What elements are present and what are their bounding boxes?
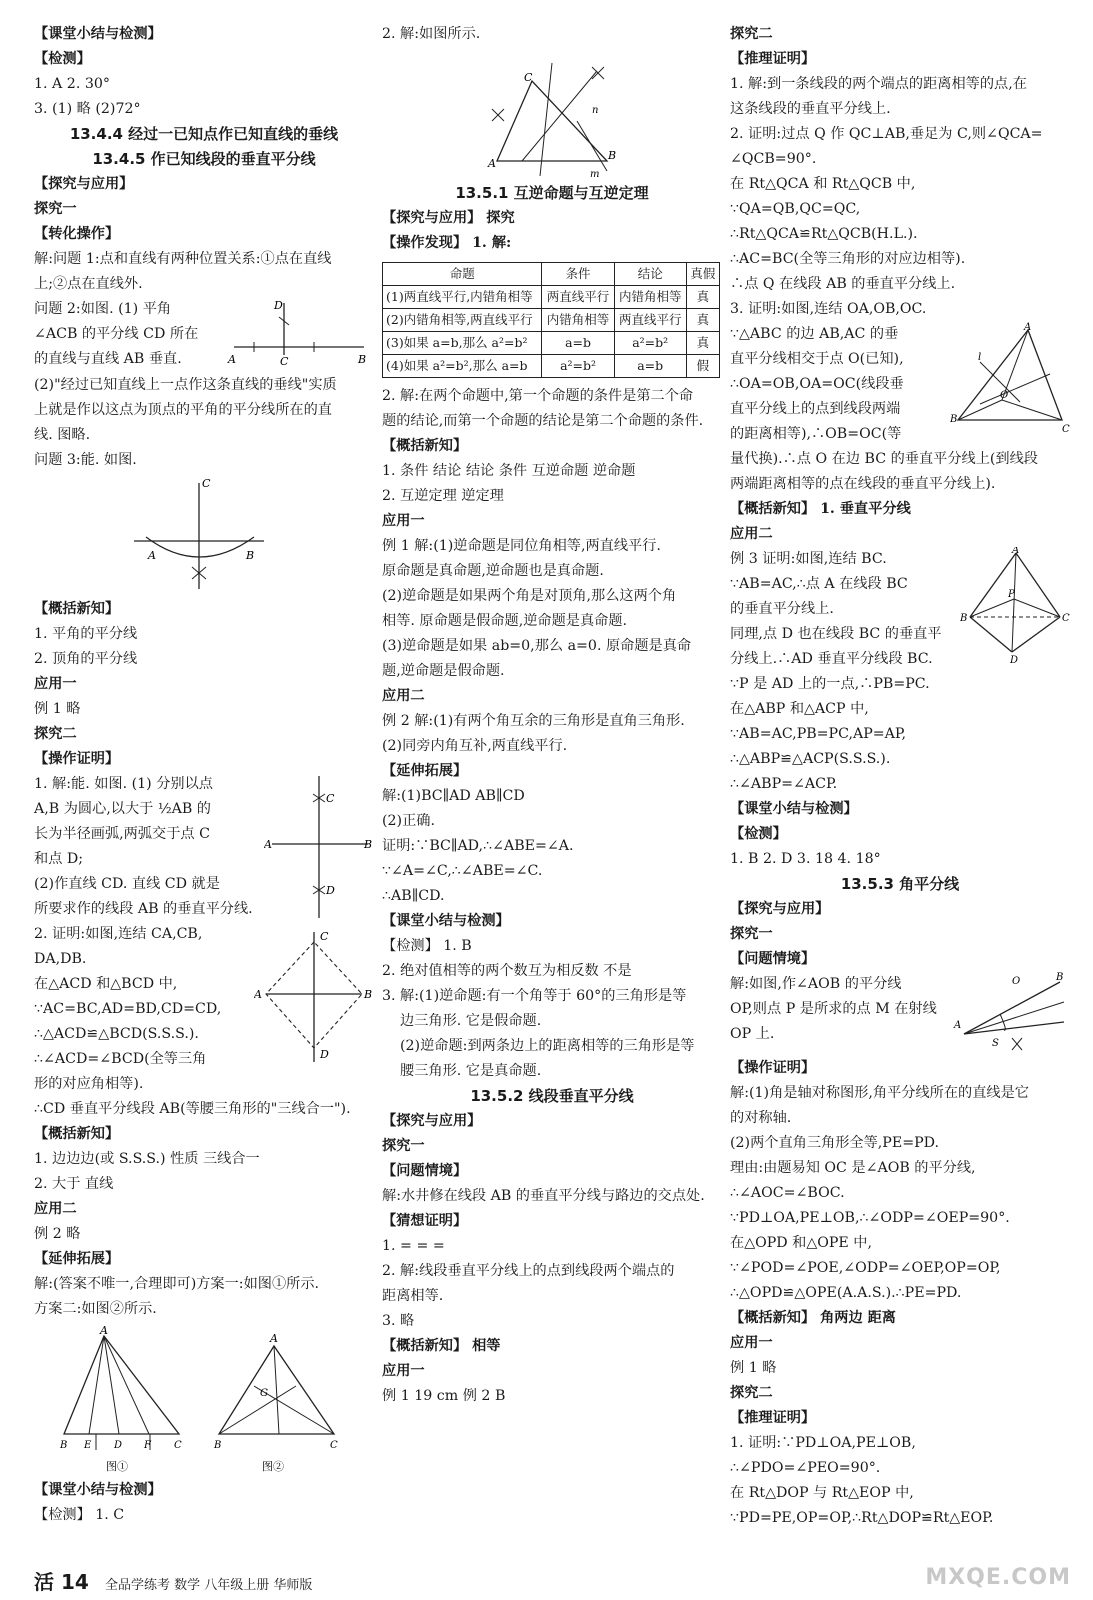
text-line: A,B 为圆心,以大于 ½AB 的: [34, 801, 211, 817]
heading: 【概括新知】 角两边 距离: [730, 1310, 896, 1326]
column-header: 命题: [383, 263, 542, 286]
label-l: l: [978, 352, 982, 363]
text-line: ∵QA=QB,QC=QC,: [730, 201, 861, 217]
text-line: 形的对应角相等).: [34, 1076, 144, 1092]
text-line: 两端距离相等的点在线段的垂直平分线上).: [730, 476, 996, 492]
text-line: 这条线段的垂直平分线上.: [730, 101, 891, 117]
heading: 应用一: [730, 1335, 773, 1351]
text-line: (2)逆命题是如果两个角是对顶角,那么这两个角: [382, 588, 677, 604]
page-footer: [34, 1566, 312, 1595]
text-line: 题,逆命题是假命题.: [382, 663, 505, 679]
text-line: ∴△OPD≌△OPE(A.A.S.).∴PE=PD.: [730, 1285, 962, 1301]
heading: 【概括新知】 1. 垂直平分线: [730, 501, 911, 517]
text-line: 距离相等.: [382, 1288, 444, 1304]
table-cell: 真: [686, 332, 719, 355]
angle-bisector-figure: [952, 972, 1070, 1056]
section-title: 13.5.1 互逆命题与互逆定理: [455, 184, 649, 202]
label-a: A: [1024, 322, 1032, 333]
heading: 【课堂小结与检测】: [382, 913, 510, 929]
table-cell: 两直线平行: [614, 309, 686, 332]
table-cell: a=b: [542, 332, 614, 355]
text-line: 【检测】 1. B: [382, 938, 472, 954]
label-b: B: [950, 414, 958, 425]
section-title: 13.4.5 作已知线段的垂直平分线: [92, 150, 316, 168]
circumcenter-figure: [950, 322, 1070, 434]
text-line: 3. 略: [382, 1313, 415, 1329]
label-d: D: [320, 1048, 329, 1061]
text-line: 1. B 2. D 3. 18 4. 18°: [730, 851, 881, 867]
rhombus-proof-figure: [254, 922, 374, 1072]
text-line: 解:(1)BC∥AD AB∥CD: [382, 788, 525, 804]
text-line: 腰三角形. 它是真命题.: [400, 1063, 542, 1079]
table-cell: a=b: [614, 355, 686, 378]
kite-figure: [960, 547, 1070, 665]
column-header: 条件: [542, 263, 614, 286]
text-line: ∴CD 垂直平分线段 AB(等腰三角形的"三线合一").: [34, 1101, 351, 1117]
heading: 【问题情境】: [730, 951, 816, 967]
text-line: 2. 证明:如图,连结 CA,CB,: [34, 926, 203, 942]
text-line: 线. 图略.: [34, 427, 91, 443]
text-line: ∵AC=BC,AD=BD,CD=CD,: [34, 1001, 222, 1017]
text-line: 方案二:如图②所示.: [34, 1301, 157, 1317]
construction-figure: [382, 51, 712, 179]
section-title: 13.5.2 线段垂直平分线: [470, 1087, 634, 1105]
column-header: 结论: [614, 263, 686, 286]
section-top: [34, 22, 374, 122]
label-e: E: [84, 1440, 92, 1451]
label-d: D: [274, 299, 283, 312]
table-header-row: [383, 263, 720, 286]
heading: 【操作证明】: [34, 751, 120, 767]
heading: 【延伸拓展】: [34, 1251, 120, 1267]
text-line: 的直线与直线 AB 垂直.: [34, 351, 182, 367]
text-line: 1. 平角的平分线: [34, 626, 138, 642]
table-cell: (1)两直线平行,内错角相等: [383, 286, 542, 309]
text-line: 在△ACD 和△BCD 中,: [34, 976, 178, 992]
text-line: (2)正确.: [382, 813, 435, 829]
label-b: B: [214, 1440, 222, 1451]
column-header: 真假: [686, 263, 719, 286]
text-line: 2. 证明:过点 Q 作 QC⊥AB,垂足为 C,则∠QCA=: [730, 126, 1043, 142]
label-b: B: [364, 988, 373, 1001]
heading: 【探究与应用】: [730, 901, 830, 917]
text-line: 分线上.∴AD 垂直平分线段 BC.: [730, 651, 933, 667]
table-cell: a²=b²: [614, 332, 686, 355]
heading: 探究一: [34, 201, 77, 217]
label-a: A: [254, 988, 262, 1001]
text-line: 1. 证明:∵PD⊥OA,PE⊥OB,: [730, 1435, 916, 1451]
text-line: (2)逆命题:到两条边上的距离相等的三角形是等: [400, 1038, 695, 1054]
text-line: 例 1 解:(1)逆命题是同位角相等,两直线平行.: [382, 538, 661, 554]
text-line: ∴OA=OB,OA=OC(线段垂: [730, 376, 904, 392]
heading: 【课堂小结与检测】: [34, 26, 162, 42]
text-line: ∴∠PDO=∠PEO=90°.: [730, 1460, 881, 1476]
text-line: 所要求作的线段 AB 的垂直平分线.: [34, 901, 253, 917]
text-line: ∵∠POD=∠POE,∠ODP=∠OEP,OP=OP,: [730, 1260, 1001, 1276]
text-line: (2)作直线 CD. 直线 CD 就是: [34, 876, 220, 892]
table-cell: (2)内错角相等,两直线平行: [383, 309, 542, 332]
label-a: A: [264, 838, 272, 851]
text-line: (2)两个直角三角形全等,PE=PD.: [730, 1135, 940, 1151]
text-line: 3. 证明:如图,连结 OA,OB,OC.: [730, 301, 927, 317]
label-b: B: [608, 149, 617, 162]
section-title: 13.4.4 经过一已知点作已知直线的垂线: [69, 125, 339, 143]
text-line: 2. 大于 直线: [34, 1176, 114, 1192]
text-line: ∴△ABP≌△ACP(S.S.S.).: [730, 751, 891, 767]
label-a: A: [148, 549, 156, 562]
label-c: C: [524, 71, 533, 84]
text-line: ∴∠ACD=∠BCD(全等三角: [34, 1051, 207, 1067]
table-cell: 两直线平行: [542, 286, 614, 309]
text-line: ∵AB=AC,PB=PC,AP=AP,: [730, 726, 907, 742]
text-line: 2. 顶角的平分线: [34, 651, 138, 667]
text-line: 【检测】 1. C: [34, 1507, 125, 1523]
text-line: 例 1 略: [730, 1360, 777, 1376]
text-line: 2. 互逆定理 逆定理: [382, 488, 504, 504]
text-line: (2)"经过已知直线上一点作这条直线的垂线"实质: [34, 377, 337, 393]
heading: 【课堂小结与检测】: [34, 1482, 162, 1498]
text-line: 1. 解:到一条线段的两个端点的距离相等的点,在: [730, 76, 1027, 92]
heading: 探究一: [730, 926, 773, 942]
text-line: 例 1 19 cm 例 2 B: [382, 1388, 506, 1404]
label-c: C: [1062, 424, 1070, 434]
text-line: 解:(答案不唯一,合理即可)方案一:如图①所示.: [34, 1276, 320, 1292]
perpendicular-figure: [224, 297, 374, 373]
text-line: 量代换).∴点 O 在边 BC 的垂直平分线上(到线段: [730, 451, 1038, 467]
text-line: DA,DB.: [34, 951, 87, 967]
text-line: (3)逆命题是如果 ab=0,那么 a=0. 原命题是真命: [382, 638, 692, 654]
label-b: B: [60, 1440, 68, 1451]
text-line: 1. 条件 结论 结论 条件 互逆命题 逆命题: [382, 463, 636, 479]
heading: 探究一: [382, 1138, 425, 1154]
text-line: 在 Rt△DOP 与 Rt△EOP 中,: [730, 1485, 914, 1501]
table-cell: (4)如果 a²=b²,那么 a=b: [383, 355, 542, 378]
label-b: B: [364, 838, 373, 851]
label-b: B: [960, 613, 968, 624]
label-a: A: [228, 353, 236, 366]
table-cell: 真: [686, 309, 719, 332]
heading: 【探究与应用】: [34, 176, 134, 192]
label-c: C: [174, 1440, 182, 1451]
heading: 【推理证明】: [730, 51, 816, 67]
table-cell: 内错角相等: [542, 309, 614, 332]
label-c: C: [280, 355, 289, 368]
label-a: A: [488, 157, 496, 170]
text-line: 解:水井修在线段 AB 的垂直平分线与路边的交点处.: [382, 1188, 705, 1204]
text-line: ∴Rt△QCA≌Rt△QCB(H.L.).: [730, 226, 918, 242]
label-m: m: [590, 169, 600, 179]
column-middle: [382, 22, 722, 1409]
label-c: C: [1062, 613, 1070, 624]
text-line: ∵PD⊥OA,PE⊥OB,∴∠ODP=∠OEP=90°.: [730, 1210, 1010, 1226]
column-right: [730, 22, 1070, 1531]
table-row: [383, 309, 720, 332]
heading: 探究二: [730, 26, 773, 42]
heading: 【探究与应用】: [382, 1113, 482, 1129]
heading: 【推理证明】: [730, 1410, 816, 1426]
label-s: S: [992, 1038, 999, 1049]
proposition-table: [382, 262, 720, 378]
heading: 【概括新知】: [382, 438, 468, 454]
text-line: 1. = = =: [382, 1238, 445, 1254]
label-d: D: [326, 884, 335, 897]
text-line: 问题 2:如图. (1) 平角: [34, 301, 172, 317]
text-line: 证明:∵BC∥AD,∴∠ABE=∠A.: [382, 838, 574, 854]
text-line: ∴∠AOC=∠BOC.: [730, 1185, 845, 1201]
label-a: A: [954, 1020, 962, 1031]
text-line: ∴AB∥CD.: [382, 888, 445, 904]
text-line: 在△OPD 和△OPE 中,: [730, 1235, 872, 1251]
text-line: 例 3 证明:如图,连结 BC.: [730, 551, 887, 567]
label-a: A: [1012, 547, 1020, 556]
page-number: 活 14: [34, 1570, 89, 1594]
heading: 【课堂小结与检测】: [730, 801, 858, 817]
text-line: 解:问题 1:点和直线有两种位置关系:①点在直线: [34, 251, 332, 267]
text-line: ∵PD=PE,OP=OP,∴Rt△DOP≌Rt△EOP.: [730, 1510, 994, 1526]
label-d: D: [1010, 655, 1019, 665]
heading: 【转化操作】: [34, 226, 120, 242]
heading: 应用一: [382, 513, 425, 529]
text-line: 问题 3:能. 如图.: [34, 452, 137, 468]
text-line: 直平分线相交于点 O(已知),: [730, 351, 904, 367]
heading: 探究二: [34, 726, 77, 742]
text-line: 例 2 略: [34, 1226, 81, 1242]
text-line: 题的结论,而第一个命题的结论是第二个命题的条件.: [382, 413, 704, 429]
perpendicular-bisector-figure: [264, 772, 374, 922]
perpendicular-through-point-figure: [34, 477, 364, 595]
text-line: 解:(1)角是轴对称图形,角平分线所在的直线是它: [730, 1085, 1029, 1101]
text-line: 原命题是真命题,逆命题也是真命题.: [382, 563, 604, 579]
table-cell: 真: [686, 286, 719, 309]
text-line: ∠ACB 的平分线 CD 所在: [34, 326, 199, 342]
label-b: B: [246, 549, 255, 562]
label-o: O: [1000, 390, 1009, 401]
text-line: OP 上.: [730, 1026, 775, 1042]
footer-text: 全品学练考 数学 八年级上册 华师版: [104, 1578, 313, 1593]
table-cell: (3)如果 a=b,那么 a²=b²: [383, 332, 542, 355]
solution-figures: [34, 1326, 364, 1476]
table-row: [383, 332, 720, 355]
text-line: 上就是作以这点为顶点的平角的平分线所在的直: [34, 402, 332, 418]
text-line: ∠QCB=90°.: [730, 151, 817, 167]
text-line: 和点 D;: [34, 851, 84, 867]
heading: 【探究与应用】 探究: [382, 210, 515, 226]
heading: 应用二: [382, 688, 425, 704]
section-title: 13.5.3 角平分线: [840, 875, 960, 893]
label-f: F: [144, 1440, 151, 1451]
text-line: 在△ABP 和△ACP 中,: [730, 701, 869, 717]
text-line: ∴AC=BC(全等三角形的对应边相等).: [730, 251, 966, 267]
label-a: A: [100, 1326, 108, 1337]
label-d: D: [114, 1440, 123, 1451]
text-line: 1. 解:能. 如图. (1) 分别以点: [34, 776, 213, 792]
label-b: B: [1056, 972, 1064, 983]
text-line: ∵P 是 AD 上的一点,∴PB=PC.: [730, 676, 930, 692]
heading: 应用一: [34, 676, 77, 692]
table-cell: 假: [686, 355, 719, 378]
text-line: OP,则点 P 是所求的点 M 在射线: [730, 1001, 937, 1017]
heading: 【问题情境】: [382, 1163, 468, 1179]
text-line: ∴△ACD≌△BCD(S.S.S.).: [34, 1026, 199, 1042]
text-line: 在 Rt△QCA 和 Rt△QCB 中,: [730, 176, 916, 192]
text-line: ∵∠A=∠C,∴∠ABE=∠C.: [382, 863, 543, 879]
label-g: G: [260, 1388, 268, 1399]
text-line: 2. 解:如图所示.: [382, 26, 481, 42]
text-line: 解:如图,作∠AOB 的平分线: [730, 976, 902, 992]
text-line: 例 2 解:(1)有两个角互余的三角形是直角三角形.: [382, 713, 685, 729]
heading: 【概括新知】: [34, 1126, 120, 1142]
label-p: P: [1008, 589, 1015, 600]
col2-body: [382, 384, 722, 1084]
text-line: 直平分线上的点到线段两端: [730, 401, 901, 417]
heading: 应用一: [382, 1363, 425, 1379]
heading: 【延伸拓展】: [382, 763, 468, 779]
text-line: 上;②点在直线外.: [34, 276, 143, 292]
heading: 【概括新知】: [34, 601, 120, 617]
text-line: 2. 解:在两个命题中,第一个命题的条件是第二个命: [382, 388, 694, 404]
heading: 【概括新知】 相等: [382, 1338, 501, 1354]
label-c: C: [320, 930, 329, 943]
heading: 【检测】: [730, 826, 787, 842]
label-c: C: [202, 477, 211, 490]
text-line: 同理,点 D 也在线段 BC 的垂直平: [730, 626, 942, 642]
text-line: 3. 解:(1)逆命题:有一个角等于 60°的三角形是等: [382, 988, 687, 1004]
figure-caption: 图②: [262, 1460, 284, 1473]
label-o: O: [1012, 976, 1021, 987]
table-row: [383, 286, 720, 309]
text-line: (2)同旁内角互补,两直线平行.: [382, 738, 568, 754]
figure-2: [213, 1332, 338, 1473]
text-line: 2. 绝对值相等的两个数互为相反数 不是: [382, 963, 632, 979]
text-line: 理由:由题易知 OC 是∠AOB 的平分线,: [730, 1160, 976, 1176]
watermark: MXQE.COM: [925, 1565, 1071, 1590]
text-line: 长为半径画弧,两弧交于点 C: [34, 826, 210, 842]
text-line: 相等. 原命题是假命题,逆命题是真命题.: [382, 613, 628, 629]
heading: 应用二: [730, 526, 773, 542]
label-c: C: [326, 792, 335, 805]
heading: 应用二: [34, 1201, 77, 1217]
column-left: [34, 22, 374, 1528]
figure-caption: 图①: [106, 1460, 128, 1473]
text-line: 例 1 略: [34, 701, 81, 717]
heading: 【操作发现】 1. 解:: [382, 235, 512, 251]
text-line: 1. A 2. 30°: [34, 76, 110, 92]
text-line: 的对称轴.: [730, 1110, 792, 1126]
text-line: 的距离相等),∴OB=OC(等: [730, 426, 902, 442]
heading: 探究二: [730, 1385, 773, 1401]
label-n: n: [592, 105, 599, 116]
text-line: 边三角形. 它是假命题.: [400, 1013, 542, 1029]
text-line: 2. 解:线段垂直平分线上的点到线段两个端点的: [382, 1263, 675, 1279]
table-cell: a²=b²: [542, 355, 614, 378]
text-line: ∵△ABC 的边 AB,AC 的垂: [730, 326, 899, 342]
label-c: C: [330, 1440, 338, 1451]
heading: 【检测】: [34, 51, 91, 67]
figure-1: [59, 1326, 182, 1473]
label-b: B: [358, 353, 367, 366]
text-line: ∵AB=AC,∴点 A 在线段 BC: [730, 576, 908, 592]
table-row: [383, 355, 720, 378]
text-line: 的垂直平分线上.: [730, 601, 834, 617]
text-line: ∴∠ABP=∠ACP.: [730, 776, 838, 792]
table-cell: 内错角相等: [614, 286, 686, 309]
heading: 【猜想证明】: [382, 1213, 468, 1229]
text-line: 3. (1) 略 (2)72°: [34, 101, 141, 117]
label-a: A: [270, 1332, 278, 1345]
text-line: ∴点 Q 在线段 AB 的垂直平分线上.: [730, 276, 956, 292]
text-line: 1. 边边边(或 S.S.S.) 性质 三线合一: [34, 1151, 260, 1167]
heading: 【操作证明】: [730, 1060, 816, 1076]
